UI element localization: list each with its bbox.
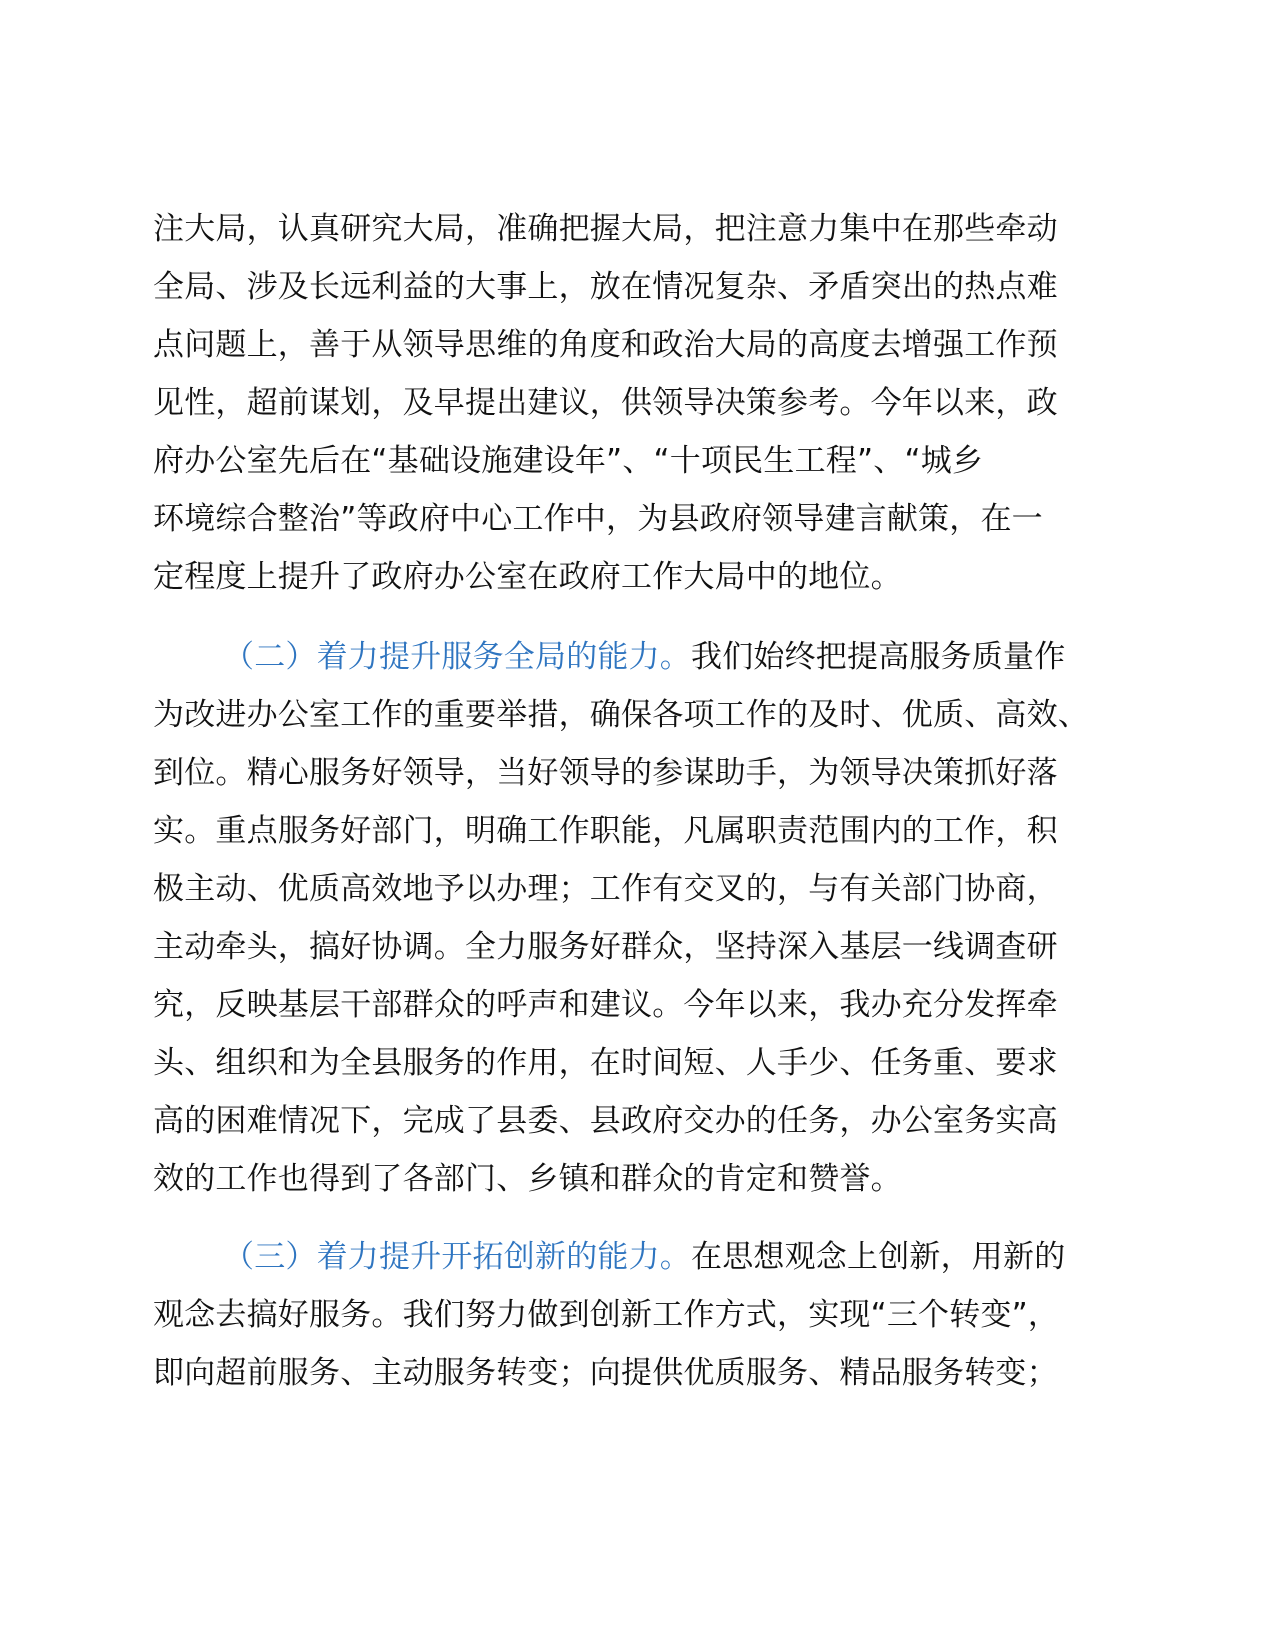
paragraph-2-line-4: 实。重点服务好部门，明确工作职能，凡属职责范围内的工作，积 [153,813,1058,849]
section-heading-3: （三）着力提升开拓创新的能力。 [223,1239,691,1275]
paragraph-2-first-line-text: 我们始终把提高服务质量作 [691,639,1066,675]
paragraph-3-first-line [153,1228,1143,1286]
paragraph-1-line-4: 见性，超前谋划，及早提出建议，供领导决策参考。今年以来，政 [153,385,1058,421]
paragraph-2-line-8: 头、组织和为全县服务的作用，在时间短、人手少、任务重、要求 [153,1045,1058,1081]
paragraph-3-line-3: 即向超前服务、主动服务转变；向提供优质服务、精品服务转变； [153,1355,1058,1391]
paragraph-2-line-2: 为改进办公室工作的重要举措，确保各项工作的及时、优质、高效、 [153,697,1089,733]
paragraph-3 [153,1228,1143,1402]
paragraph-1-line-2: 全局、涉及长远利益的大事上，放在情况复杂、矛盾突出的热点难 [153,269,1058,305]
paragraph-1 [153,200,1143,606]
paragraph-2-line-6: 主动牵头，搞好协调。全力服务好群众，坚持深入基层一线调查研 [153,929,1058,965]
paragraph-2-line-9: 高的困难情况下，完成了县委、县政府交办的任务，办公室务实高 [153,1103,1058,1139]
paragraph-2 [153,628,1143,1208]
paragraph-2-line-3: 到位。精心服务好领导，当好领导的参谋助手，为领导决策抓好落 [153,755,1058,791]
paragraph-3-line-2: 观念去搞好服务。我们努力做到创新工作方式，实现“三个转变”， [153,1297,1060,1333]
section-heading-2: （二）着力提升服务全局的能力。 [223,639,691,675]
paragraph-2-line-10: 效的工作也得到了各部门、乡镇和群众的肯定和赞誉。 [153,1161,902,1197]
paragraph-2-line-7: 究，反映基层干部群众的呼声和建议。今年以来，我办充分发挥牵 [153,987,1058,1023]
paragraph-2-line-5: 极主动、优质高效地予以办理；工作有交叉的，与有关部门协商， [153,871,1058,907]
paragraph-1-line-7: 定程度上提升了政府办公室在政府工作大局中的地位。 [153,559,902,595]
paragraph-3-first-line-text: 在思想观念上创新，用新的 [691,1239,1066,1275]
paragraph-2-first-line [153,628,1143,686]
paragraph-1-line-5: 府办公室先后在“基础设施建设年”、“十项民生工程”、“城乡 [153,443,984,479]
paragraph-1-line-1: 注大局，认真研究大局，准确把握大局，把注意力集中在那些牵动 [153,211,1058,247]
paragraph-1-line-3: 点问题上，善于从领导思维的角度和政治大局的高度去增强工作预 [153,327,1058,363]
paragraph-1-line-6: 环境综合整治”等政府中心工作中，为县政府领导建言献策，在一 [153,501,1043,537]
